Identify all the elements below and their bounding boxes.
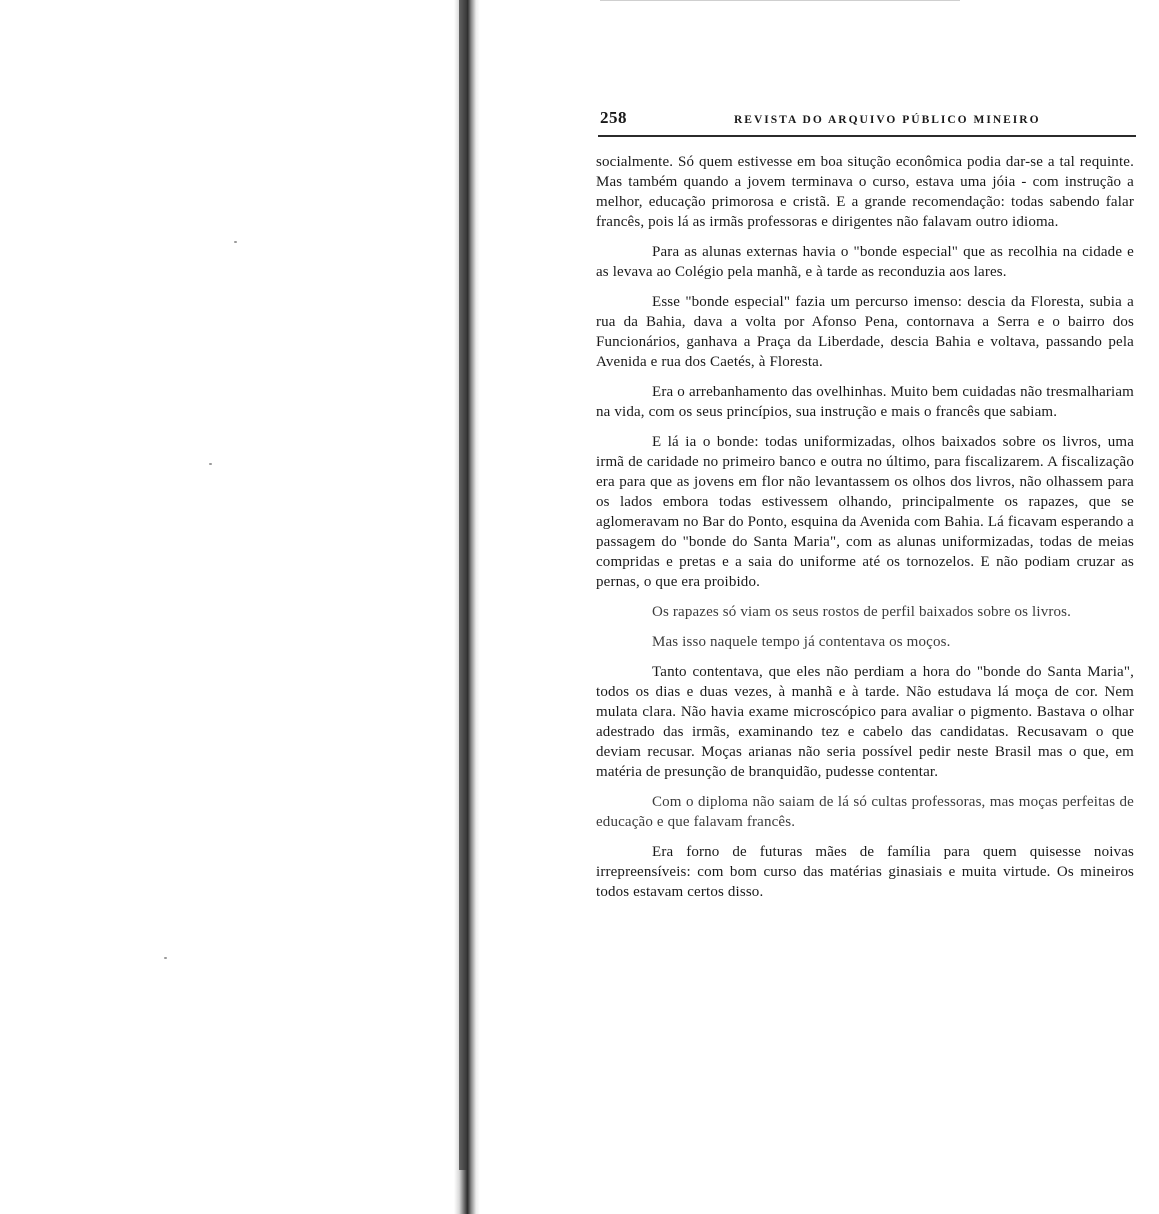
book-gutter — [454, 0, 480, 1214]
paragraph: Era forno de futuras mães de família para quem quisesse noivas irrepreensíveis: com bom curso das matérias ginasiais e muita virtude. Os mineiros todos estavam certos disso. — [596, 844, 1134, 900]
paragraph: Esse "bonde especial" fazia um percurso imenso: descia da Floresta, subia a rua da Bahia, dava a volta por Afonso Pena, contornava a Serra e o bairro dos Funcionários, ganhava a Praça da Liberdade, descia Bahia e voltava, passando pela Avenida e rua dos Caetés, à Floresta. — [596, 294, 1134, 370]
paper-speck — [234, 241, 237, 243]
header-rule — [598, 135, 1136, 137]
gutter-shadow — [459, 0, 467, 1170]
running-title: REVISTA DO ARQUIVO PÚBLICO MINEIRO — [734, 114, 1041, 126]
page-number: 258 — [600, 108, 627, 127]
paragraph: Com o diploma não saiam de lá só cultas professoras, mas moças perfeitas de educação e que falavam francês. — [596, 794, 1134, 830]
paragraph: socialmente. Só quem estivesse em boa situção econômica podia dar-se a tal requinte. Mas também quando a jovem terminava o curso, estava uma jóia - com instrução a melhor, educação primorosa e cristã. E a grande recomendação: todas sabendo falar francês, pois lá as irmãs professoras e dirigentes não falavam outro idioma. — [596, 154, 1134, 230]
paragraph: Tanto contentava, que eles não perdiam a hora do "bonde do Santa Maria", todos os dias e duas vezes, à manhã e à tarde. Não estudava lá moça de cor. Nem mulata clara. Não havia exame microscópico para avaliar o pigmento. Bastava o olhar adestrado das irmãs, examinando tez e cabelo das candidatas. Recusavam o que deviam recusar. Moças arianas não seria possível pedir neste Brasil mas o que, em matéria de presunção de branquidão, pudesse contentar. — [596, 664, 1134, 780]
page-top-edge — [600, 0, 960, 1]
body-text — [596, 152, 1134, 912]
paragraph: Os rapazes só viam os seus rostos de perfil baixados sobre os livros. — [652, 604, 1072, 620]
left-blank-page — [0, 0, 462, 1214]
paper-speck — [164, 957, 167, 959]
paragraph: Era o arrebanhamento das ovelhinhas. Muito bem cuidadas não tresmalhariam na vida, com os seus princípios, sua instrução e mais o francês que sabiam. — [596, 384, 1134, 420]
page-header — [598, 108, 1136, 134]
paragraph: E lá ia o bonde: todas uniformizadas, olhos baixados sobre os livros, uma irmã de caridade no primeiro banco e outra no último, para fiscalizarem. A fiscalização era para que as jovens em flor não levantassem os olhos dos livros, não olhassem para os lados embora todas estivessem olhando, principalmente os rapazes, que se aglomeravam no Bar do Ponto, esquina da Avenida com Bahia. Lá ficavam esperando a passagem do "bonde do Santa Maria", com as alunas uniformizadas, todas de meias compridas e pretas e a saia do uniforme até os tornozelos. E não podiam cruzar as pernas, o que era proibido. — [596, 434, 1134, 590]
paragraph: Mas isso naquele tempo já contentava os moços. — [652, 634, 951, 650]
paragraph: Para as alunas externas havia o "bonde especial" que as recolhia na cidade e as levava ao Colégio pela manhã, e à tarde as reconduzia aos lares. — [596, 244, 1134, 280]
paper-speck — [209, 463, 212, 465]
